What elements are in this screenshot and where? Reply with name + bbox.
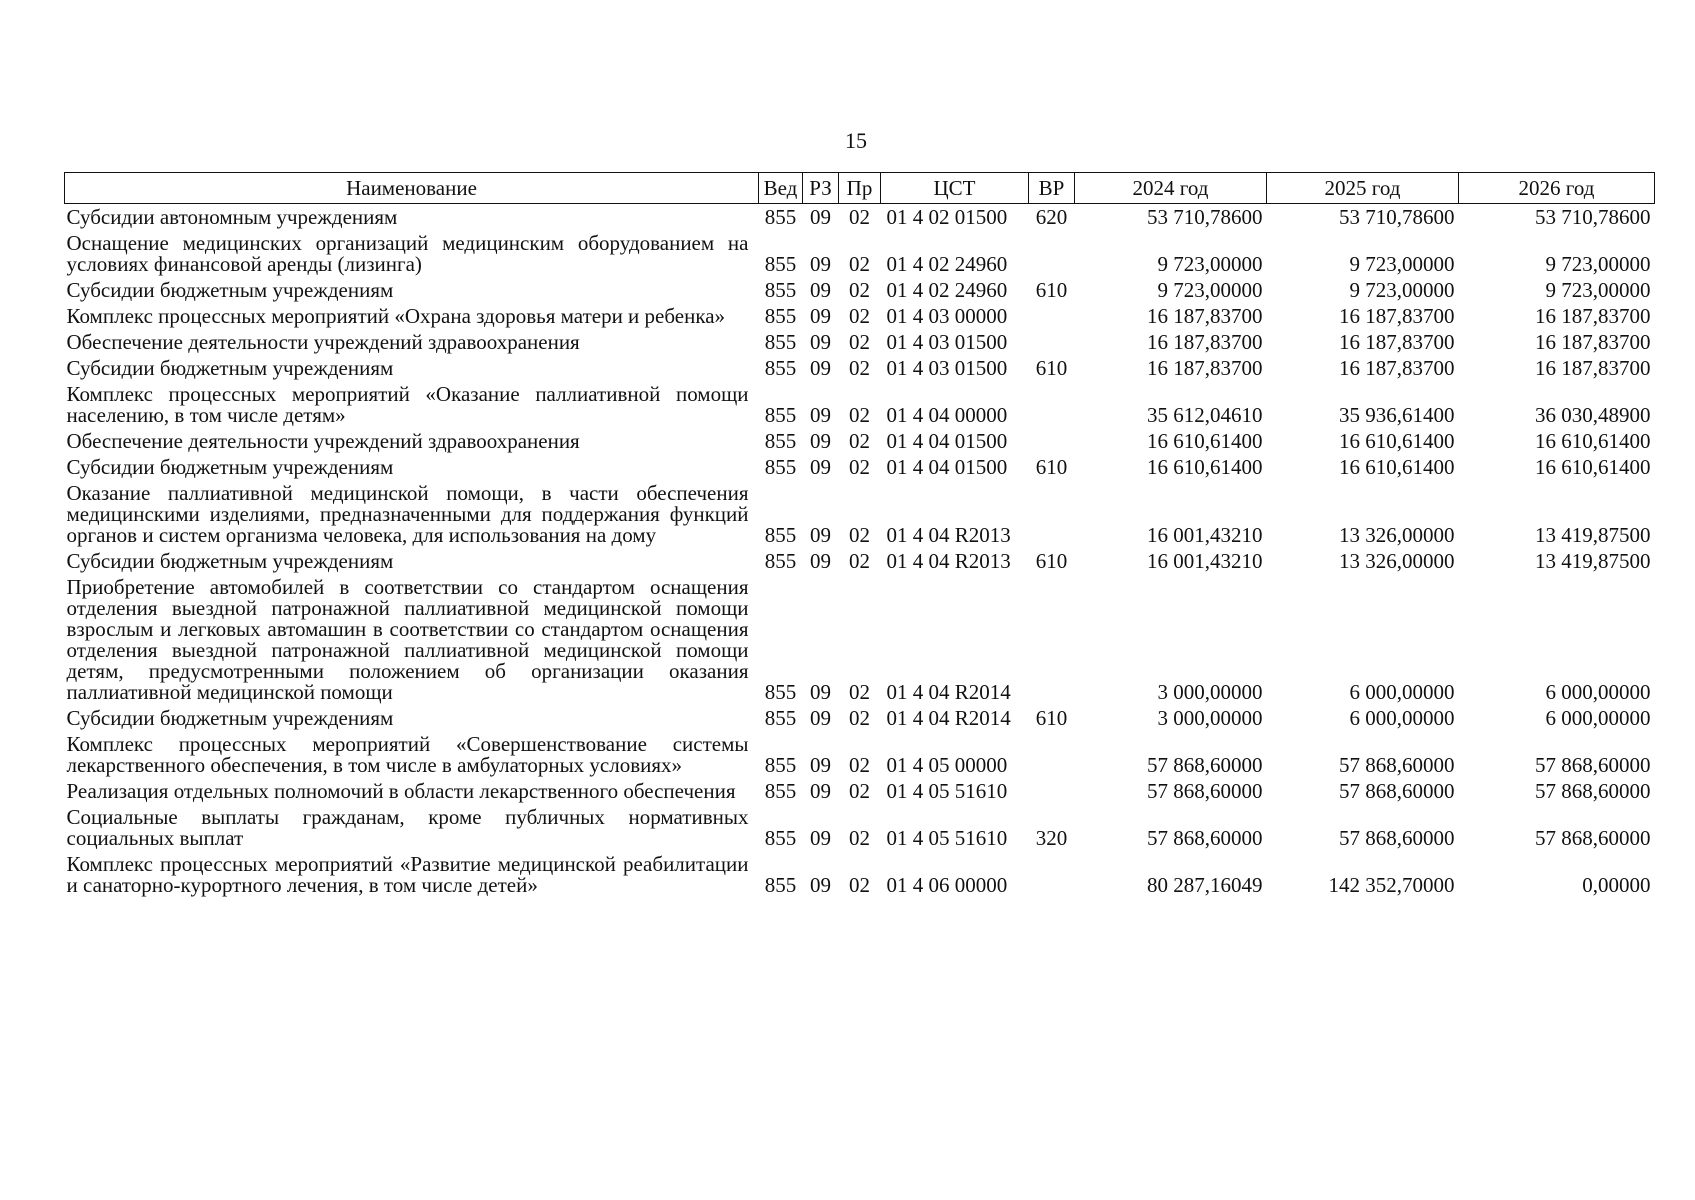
cell-cst: 01 4 05 51610 xyxy=(886,779,1008,803)
cell-vr: 610 xyxy=(1035,706,1068,730)
cell-name: Комплекс процессных мероприятий «Оказание паллиативной помощи населению, в том числе детям» xyxy=(66,382,749,427)
table-row xyxy=(65,705,1655,731)
table-row xyxy=(65,355,1655,381)
cell-2025: 57 868,60000 xyxy=(1339,779,1455,803)
cell-ved: 855 xyxy=(764,523,797,547)
cell-2024: 57 868,60000 xyxy=(1147,779,1263,803)
cell-2026: 53 710,78600 xyxy=(1535,205,1651,229)
cell-cst: 01 4 04 R2013 xyxy=(886,549,1011,573)
cell-rz: 09 xyxy=(810,455,831,479)
table-row xyxy=(65,548,1655,574)
cell-cst: 01 4 02 01500 xyxy=(886,205,1008,229)
cell-name: Оказание паллиативной медицинской помощи, в части обеспечения медицинскими изделиями, предназначенными для поддержания функций органов и систем организма человека, для использования на дому xyxy=(66,481,749,547)
table-row xyxy=(65,204,1655,231)
cell-ved: 855 xyxy=(764,278,797,302)
table-row xyxy=(65,574,1655,705)
cell-pr: 02 xyxy=(849,779,870,803)
table-row xyxy=(65,428,1655,454)
table-row xyxy=(65,303,1655,329)
cell-2026: 16 187,83700 xyxy=(1535,356,1651,380)
cell-2025: 16 187,83700 xyxy=(1339,304,1455,328)
cell-vr xyxy=(1029,851,1075,898)
cell-ved: 855 xyxy=(764,753,797,777)
cell-pr: 02 xyxy=(849,330,870,354)
cell-name: Субсидии бюджетным учреждениям xyxy=(66,549,394,573)
cell-2025: 9 723,00000 xyxy=(1349,252,1455,276)
table-row xyxy=(65,381,1655,428)
table-header-row xyxy=(65,173,1655,204)
cell-vr xyxy=(1029,329,1075,355)
cell-ved: 855 xyxy=(764,330,797,354)
cell-name: Обеспечение деятельности учреждений здравоохранения xyxy=(66,429,580,453)
cell-2026: 16 187,83700 xyxy=(1535,330,1651,354)
cell-pr: 02 xyxy=(849,205,870,229)
cell-vr xyxy=(1029,230,1075,277)
cell-2024: 16 610,61400 xyxy=(1147,429,1263,453)
cell-pr: 02 xyxy=(849,549,870,573)
cell-2024: 16 610,61400 xyxy=(1147,455,1263,479)
cell-pr: 02 xyxy=(849,304,870,328)
cell-name: Субсидии бюджетным учреждениям xyxy=(66,356,394,380)
cell-2026: 6 000,00000 xyxy=(1545,706,1651,730)
cell-2025: 16 187,83700 xyxy=(1339,356,1455,380)
cell-rz: 09 xyxy=(810,779,831,803)
cell-cst: 01 4 02 24960 xyxy=(886,278,1008,302)
cell-vr: 610 xyxy=(1035,549,1068,573)
table-row xyxy=(65,851,1655,898)
cell-rz: 09 xyxy=(810,826,831,850)
cell-name: Приобретение автомобилей в соответствии со стандартом оснащения отделения выездной патронажной паллиативной медицинской помощи взрослым и легковых автомашин в соответствии со стандартом оснащения отделения выездной патронажной паллиативной медицинской помощи детям, предусмотренными положением об организации оказания паллиативной медицинской помощи xyxy=(66,575,749,704)
cell-2026: 16 187,83700 xyxy=(1535,304,1651,328)
cell-ved: 855 xyxy=(764,706,797,730)
header-pr: Пр xyxy=(839,173,881,204)
table-row xyxy=(65,778,1655,804)
cell-ved: 855 xyxy=(764,205,797,229)
cell-2026: 9 723,00000 xyxy=(1545,252,1651,276)
cell-name: Оснащение медицинских организаций медицинским оборудованием на условиях финансовой аренды (лизинга) xyxy=(66,231,749,276)
cell-rz: 09 xyxy=(810,205,831,229)
cell-rz: 09 xyxy=(810,680,831,704)
cell-vr xyxy=(1029,303,1075,329)
cell-pr: 02 xyxy=(849,680,870,704)
table-row xyxy=(65,731,1655,778)
cell-ved: 855 xyxy=(764,826,797,850)
cell-name: Комплекс процессных мероприятий «Развитие медицинской реабилитации и санаторно-курортного лечения, в том числе детей» xyxy=(66,852,749,897)
cell-2025: 6 000,00000 xyxy=(1349,680,1455,704)
cell-2024: 57 868,60000 xyxy=(1147,826,1263,850)
cell-rz: 09 xyxy=(810,304,831,328)
cell-pr: 02 xyxy=(849,523,870,547)
cell-2025: 13 326,00000 xyxy=(1339,523,1455,547)
cell-2026: 57 868,60000 xyxy=(1535,779,1651,803)
cell-2026: 13 419,87500 xyxy=(1535,523,1651,547)
cell-cst: 01 4 05 00000 xyxy=(886,753,1008,777)
table-row xyxy=(65,804,1655,851)
cell-ved: 855 xyxy=(764,252,797,276)
cell-pr: 02 xyxy=(849,455,870,479)
cell-rz: 09 xyxy=(810,549,831,573)
cell-rz: 09 xyxy=(810,706,831,730)
cell-2026: 6 000,00000 xyxy=(1545,680,1651,704)
cell-cst: 01 4 05 51610 xyxy=(886,826,1008,850)
cell-cst: 01 4 04 R2013 xyxy=(886,523,1011,547)
cell-cst: 01 4 03 01500 xyxy=(886,330,1008,354)
cell-vr xyxy=(1029,731,1075,778)
cell-2024: 16 187,83700 xyxy=(1147,356,1263,380)
cell-vr xyxy=(1029,778,1075,804)
cell-ved: 855 xyxy=(764,403,797,427)
cell-2026: 9 723,00000 xyxy=(1545,278,1651,302)
cell-vr: 320 xyxy=(1035,826,1068,850)
cell-rz: 09 xyxy=(810,873,831,897)
cell-name: Обеспечение деятельности учреждений здравоохранения xyxy=(66,330,580,354)
header-2026: 2026 год xyxy=(1459,173,1655,204)
header-vr: ВР xyxy=(1029,173,1075,204)
cell-2026: 57 868,60000 xyxy=(1535,753,1651,777)
cell-2025: 6 000,00000 xyxy=(1349,706,1455,730)
cell-2024: 80 287,16049 xyxy=(1147,873,1263,897)
header-name: Наименование xyxy=(65,173,759,204)
cell-vr xyxy=(1029,480,1075,548)
cell-pr: 02 xyxy=(849,356,870,380)
cell-rz: 09 xyxy=(810,753,831,777)
cell-2025: 57 868,60000 xyxy=(1339,753,1455,777)
cell-vr xyxy=(1029,428,1075,454)
header-rz: РЗ xyxy=(803,173,839,204)
cell-2024: 9 723,00000 xyxy=(1157,278,1263,302)
table-row xyxy=(65,230,1655,277)
table-row xyxy=(65,277,1655,303)
cell-2024: 9 723,00000 xyxy=(1157,252,1263,276)
cell-cst: 01 4 06 00000 xyxy=(886,873,1008,897)
cell-2024: 16 187,83700 xyxy=(1147,304,1263,328)
cell-cst: 01 4 03 00000 xyxy=(886,304,1008,328)
cell-2026: 13 419,87500 xyxy=(1535,549,1651,573)
cell-pr: 02 xyxy=(849,826,870,850)
cell-2024: 35 612,04610 xyxy=(1147,403,1263,427)
cell-pr: 02 xyxy=(849,873,870,897)
cell-name: Субсидии автономным учреждениям xyxy=(66,205,398,229)
cell-vr: 610 xyxy=(1035,278,1068,302)
cell-rz: 09 xyxy=(810,330,831,354)
cell-vr xyxy=(1029,574,1075,705)
cell-2025: 9 723,00000 xyxy=(1349,278,1455,302)
cell-2025: 53 710,78600 xyxy=(1339,205,1455,229)
cell-pr: 02 xyxy=(849,706,870,730)
cell-name: Субсидии бюджетным учреждениям xyxy=(66,278,394,302)
cell-name: Комплекс процессных мероприятий «Совершенствование системы лекарственного обеспечения, в том числе в амбулаторных условиях» xyxy=(66,732,749,777)
cell-name: Субсидии бюджетным учреждениям xyxy=(66,706,394,730)
cell-2026: 36 030,48900 xyxy=(1535,403,1651,427)
cell-2025: 35 936,61400 xyxy=(1339,403,1455,427)
cell-ved: 855 xyxy=(764,429,797,453)
cell-ved: 855 xyxy=(764,549,797,573)
cell-pr: 02 xyxy=(849,429,870,453)
cell-2024: 3 000,00000 xyxy=(1157,680,1263,704)
cell-rz: 09 xyxy=(810,523,831,547)
cell-cst: 01 4 04 01500 xyxy=(886,429,1008,453)
cell-pr: 02 xyxy=(849,252,870,276)
cell-2026: 16 610,61400 xyxy=(1535,429,1651,453)
cell-2024: 3 000,00000 xyxy=(1157,706,1263,730)
cell-ved: 855 xyxy=(764,356,797,380)
cell-cst: 01 4 04 01500 xyxy=(886,455,1008,479)
cell-vr: 620 xyxy=(1035,205,1068,229)
page-number: 15 xyxy=(845,128,867,153)
cell-rz: 09 xyxy=(810,278,831,302)
cell-2024: 57 868,60000 xyxy=(1147,753,1263,777)
cell-2024: 53 710,78600 xyxy=(1147,205,1263,229)
cell-cst: 01 4 04 R2014 xyxy=(886,680,1011,704)
header-cst: ЦСТ xyxy=(881,173,1029,204)
cell-vr xyxy=(1029,381,1075,428)
cell-2025: 57 868,60000 xyxy=(1339,826,1455,850)
cell-2025: 16 187,83700 xyxy=(1339,330,1455,354)
cell-name: Социальные выплаты гражданам, кроме публичных нормативных социальных выплат xyxy=(66,805,749,850)
cell-rz: 09 xyxy=(810,403,831,427)
table-body xyxy=(65,204,1655,899)
cell-name: Комплекс процессных мероприятий «Охрана здоровья матери и ребенка» xyxy=(66,304,726,328)
budget-table xyxy=(64,172,1655,898)
cell-rz: 09 xyxy=(810,356,831,380)
cell-2024: 16 001,43210 xyxy=(1147,523,1263,547)
cell-cst: 01 4 03 01500 xyxy=(886,356,1008,380)
cell-ved: 855 xyxy=(764,779,797,803)
cell-ved: 855 xyxy=(764,455,797,479)
cell-cst: 01 4 04 00000 xyxy=(886,403,1008,427)
cell-rz: 09 xyxy=(810,252,831,276)
cell-pr: 02 xyxy=(849,753,870,777)
cell-2024: 16 187,83700 xyxy=(1147,330,1263,354)
cell-2026: 16 610,61400 xyxy=(1535,455,1651,479)
cell-2026: 57 868,60000 xyxy=(1535,826,1651,850)
cell-name: Реализация отдельных полномочий в области лекарственного обеспечения xyxy=(66,779,736,803)
cell-cst: 01 4 04 R2014 xyxy=(886,706,1011,730)
table-row xyxy=(65,454,1655,480)
cell-ved: 855 xyxy=(764,873,797,897)
cell-pr: 02 xyxy=(849,403,870,427)
cell-2026: 0,00000 xyxy=(1582,873,1651,897)
cell-pr: 02 xyxy=(849,278,870,302)
cell-2025: 13 326,00000 xyxy=(1339,549,1455,573)
cell-ved: 855 xyxy=(764,680,797,704)
cell-name: Субсидии бюджетным учреждениям xyxy=(66,455,394,479)
cell-2025: 142 352,70000 xyxy=(1328,873,1455,897)
cell-cst: 01 4 02 24960 xyxy=(886,252,1008,276)
header-2025: 2025 год xyxy=(1267,173,1459,204)
cell-vr: 610 xyxy=(1035,455,1068,479)
cell-2025: 16 610,61400 xyxy=(1339,455,1455,479)
header-ved: Вед xyxy=(759,173,803,204)
table-row xyxy=(65,480,1655,548)
cell-2025: 16 610,61400 xyxy=(1339,429,1455,453)
cell-rz: 09 xyxy=(810,429,831,453)
table-row xyxy=(65,329,1655,355)
cell-ved: 855 xyxy=(764,304,797,328)
header-2024: 2024 год xyxy=(1075,173,1267,204)
cell-2024: 16 001,43210 xyxy=(1147,549,1263,573)
cell-vr: 610 xyxy=(1035,356,1068,380)
